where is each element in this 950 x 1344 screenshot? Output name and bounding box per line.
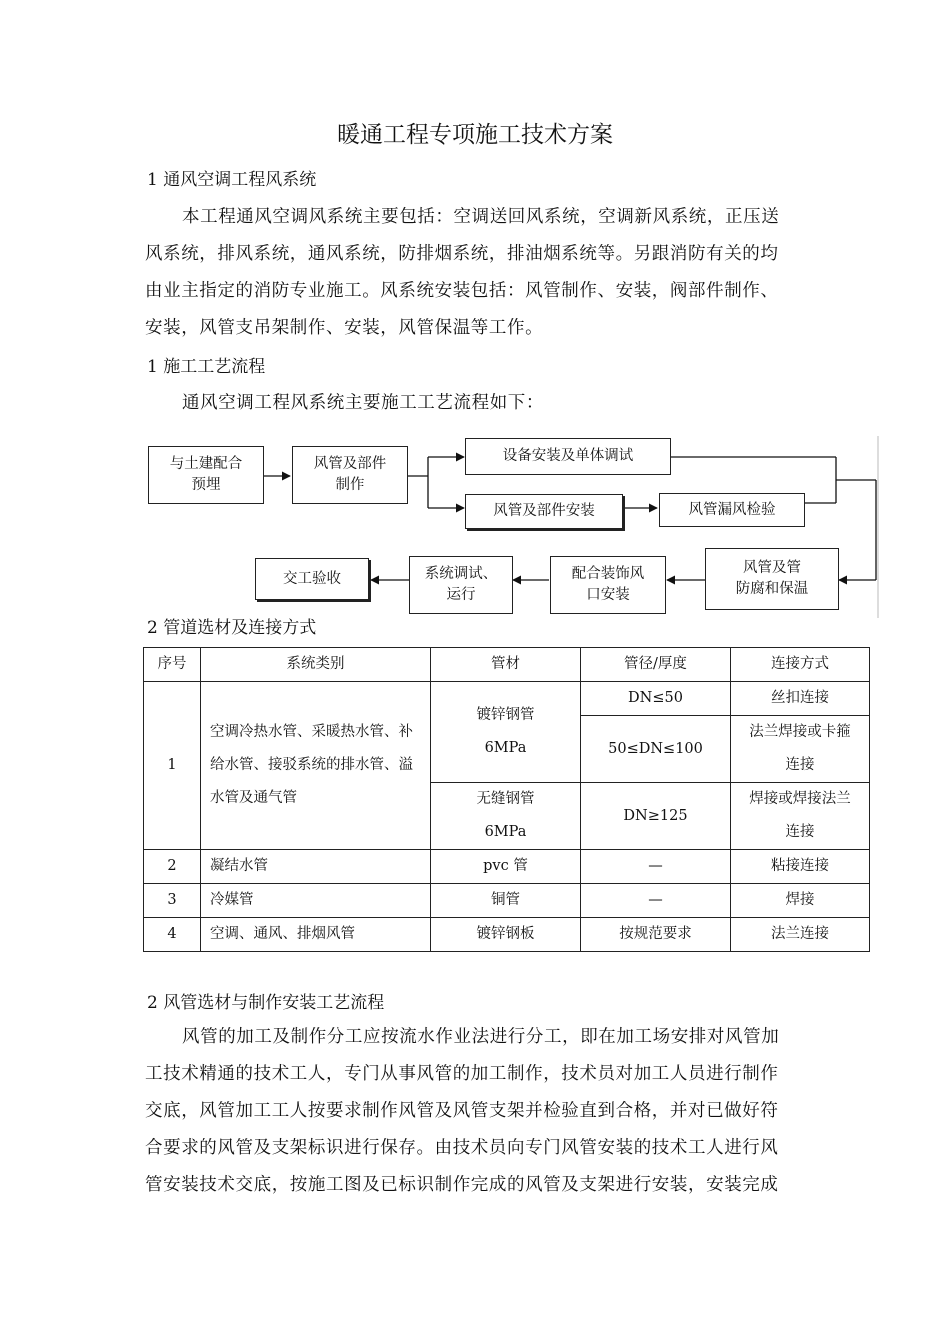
table-cell: 空调、通风、排烟风管 bbox=[201, 918, 431, 952]
flow-box-leak-test: 风管漏风检验 bbox=[659, 493, 805, 527]
table-cell: 冷媒管 bbox=[201, 884, 431, 918]
table-cell: 焊接 bbox=[731, 884, 870, 918]
table-row bbox=[144, 884, 870, 918]
flow-box-embed: 与土建配合 预埋 bbox=[148, 446, 264, 504]
table-row bbox=[144, 918, 870, 952]
table-cell: 铜管 bbox=[431, 884, 581, 918]
flow-box-duct-install: 风管及部件安装 bbox=[465, 494, 623, 529]
table-cell: 法兰连接 bbox=[731, 918, 870, 952]
paragraph-line: 由业主指定的消防专业施工。风系统安装包括：风管制作、安装，阀部件制作、 bbox=[145, 281, 779, 301]
column-header: 管材 bbox=[431, 648, 581, 682]
column-header: 管径/厚度 bbox=[581, 648, 731, 682]
paragraph-line: 工技术精通的技术工人，专门从事风管的加工制作，技术员对加工人员进行制作 bbox=[145, 1064, 779, 1084]
paragraph-line: 风管的加工及制作分工应按流水作业法进行分工，即在加工场安排对风管加 bbox=[182, 1027, 780, 1047]
paragraph-line: 交底，风管加工工人按要求制作风管及风管支架并检验直到合格，并对已做好符 bbox=[145, 1101, 779, 1121]
column-header: 连接方式 bbox=[731, 648, 870, 682]
paragraph-line: 本工程通风空调风系统主要包括：空调送回风系统，空调新风系统，正压送 bbox=[182, 207, 780, 227]
table-cell: 按规范要求 bbox=[581, 918, 731, 952]
table-header-row bbox=[144, 648, 870, 682]
table-cell: pvc 管 bbox=[431, 850, 581, 884]
table-row bbox=[144, 682, 870, 716]
pipe-material-table bbox=[143, 647, 870, 952]
flow-box-duct-fabrication: 风管及部件 制作 bbox=[292, 446, 408, 504]
table-cell: 粘接连接 bbox=[731, 850, 870, 884]
section-heading: 1 通风空调工程风系统 bbox=[147, 170, 317, 190]
table-cell: — bbox=[581, 850, 731, 884]
section-heading: 2 管道选材及连接方式 bbox=[147, 618, 317, 638]
paragraph-line: 合要求的风管及支架标识进行保存。由技术员向专门风管安装的技术工人进行风 bbox=[145, 1138, 779, 1158]
flow-box-commissioning: 系统调试、 运行 bbox=[409, 556, 513, 614]
flow-box-insulation: 风管及管 防腐和保温 bbox=[705, 548, 839, 610]
table-cell: 丝扣连接 bbox=[731, 682, 870, 716]
table-cell: 凝结水管 bbox=[201, 850, 431, 884]
flow-box-decoration: 配合装饰风 口安装 bbox=[550, 556, 666, 614]
paragraph-line: 安装，风管支吊架制作、安装，风管保温等工作。 bbox=[145, 318, 544, 338]
column-header: 系统类别 bbox=[201, 648, 431, 682]
table-cell: 50≤DN≤100 bbox=[581, 716, 731, 783]
table-cell: 法兰焊接或卡箍 连接 bbox=[731, 716, 870, 783]
table-cell: 焊接或焊接法兰 连接 bbox=[731, 783, 870, 850]
table-cell: 2 bbox=[144, 850, 201, 884]
paragraph-line: 管安装技术交底，按施工图及已标识制作完成的风管及支架进行安装，安装完成 bbox=[145, 1175, 779, 1195]
paragraph-line: 风系统，排风系统，通风系统，防排烟系统，排油烟系统等。另跟消防有关的均 bbox=[145, 244, 779, 264]
table-cell: 空调冷热水管、采暖热水管、补给水管、接驳系统的排水管、溢水管及通气管 bbox=[201, 682, 431, 850]
table-cell: 1 bbox=[144, 682, 201, 850]
table-row bbox=[144, 850, 870, 884]
table-cell: 3 bbox=[144, 884, 201, 918]
flow-box-acceptance: 交工验收 bbox=[255, 558, 369, 600]
table-cell: 镀锌钢管 6MPa bbox=[431, 682, 581, 783]
table-cell: DN≥125 bbox=[581, 783, 731, 850]
table-cell: — bbox=[581, 884, 731, 918]
page-title: 暖通工程专项施工技术方案 bbox=[337, 122, 613, 148]
section-heading: 1 施工工艺流程 bbox=[147, 357, 266, 377]
section-heading: 2 风管选材与制作安装工艺流程 bbox=[147, 993, 385, 1013]
table-cell: DN≤50 bbox=[581, 682, 731, 716]
table-cell: 镀锌钢板 bbox=[431, 918, 581, 952]
paragraph-line: 通风空调工程风系统主要施工工艺流程如下： bbox=[182, 393, 544, 413]
flow-box-equipment-install: 设备安装及单体调试 bbox=[465, 438, 671, 475]
table-cell: 4 bbox=[144, 918, 201, 952]
table-cell: 无缝钢管 6MPa bbox=[431, 783, 581, 850]
column-header: 序号 bbox=[144, 648, 201, 682]
